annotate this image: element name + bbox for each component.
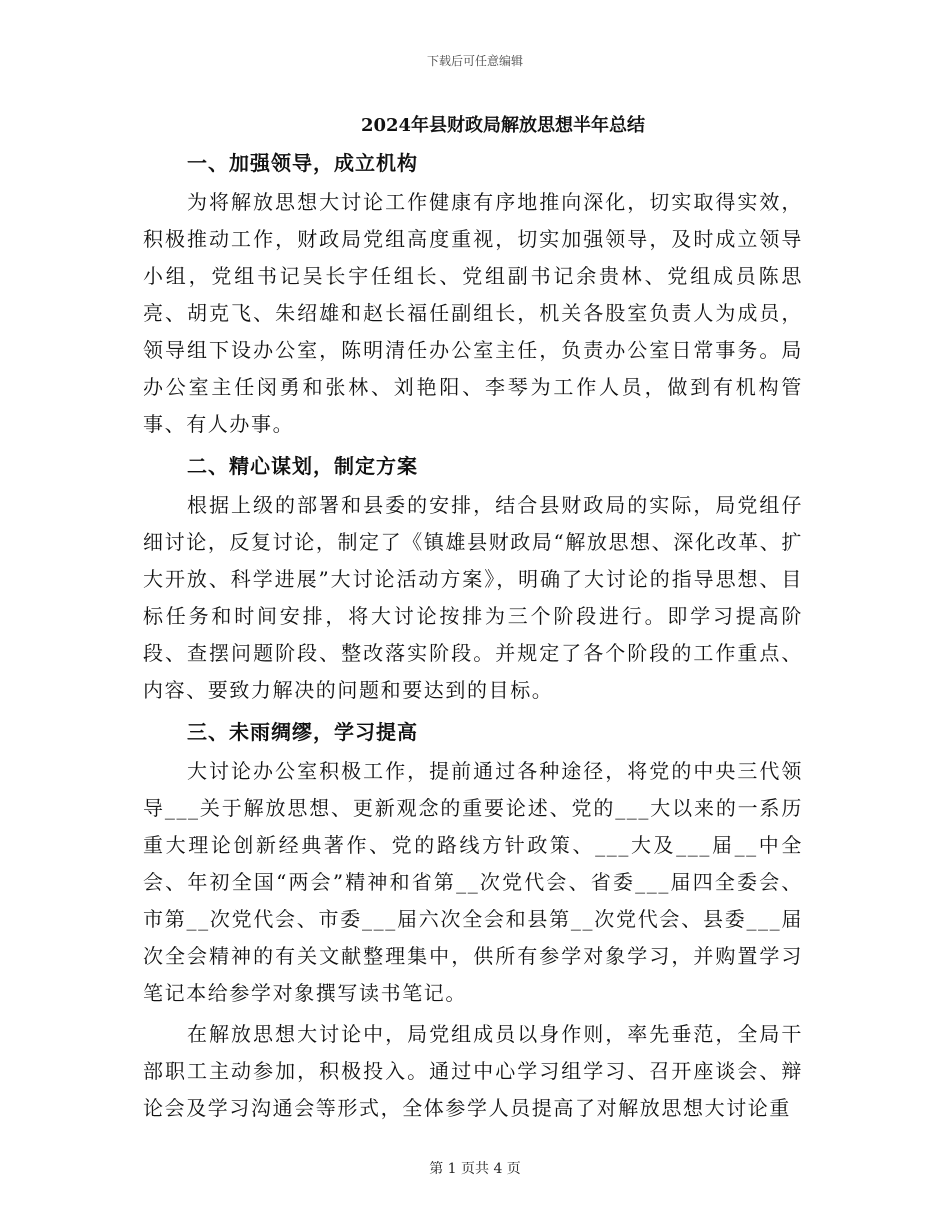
section-heading: 一、加强领导，成立机构 <box>187 151 418 175</box>
paragraph: 根据上级的部署和县委的安排，结合县财政局的实际，局党组仔细讨论，反复讨论，制定了《镇雄县财政局“解放思想、深化改革、扩大开放、科学进展”大讨论活动方案》，明确了大讨论的指导思想、目标任务和时间安排，将大讨论按排为三个阶段进行。即学习提高阶段、查摆问题阶段、整改落实阶段。并规定了各个阶段的工作重点、内容、要致力解决的问题和要达到的目标。 <box>143 493 803 702</box>
section-3 <box>143 715 803 1127</box>
paragraph: 在解放思想大讨论中，局党组成员以身作则，率先垂范，全局干部职工主动参加，积极投入。通过中心学习组学习、召开座谈会、辩论会及学习沟通会等形式，全体参学人员提高了对解放思想大讨论重 <box>143 1022 803 1120</box>
section-1 <box>143 146 803 443</box>
paragraph: 为将解放思想大讨论工作健康有序地推向深化，切实取得实效，积极推动工作，财政局党组高度重视，切实加强领导，及时成立领导小组，党组书记吴长宇任组长、党组副书记余贵林、党组成员陈思亮、胡克飞、朱绍雄和赵长福任副组长，机关各股室负责人为成员，领导组下设办公室，陈明清任办公室主任，负责办公室日常事务。局办公室主任闵勇和张林、刘艳阳、李琴为工作人员，做到有机构管事、有人办事。 <box>143 190 803 436</box>
document-body <box>143 112 803 1131</box>
page-number: 第 1 页共 4 页 <box>429 1161 521 1177</box>
section-heading: 二、精心谋划，制定方案 <box>187 454 418 478</box>
section-2 <box>143 449 803 709</box>
document-title: 2024年县财政局解放思想半年总结 <box>360 115 646 136</box>
section-heading: 三、未雨绸缪，学习提高 <box>187 720 418 744</box>
header-note: 下载后可任意编辑 <box>426 54 523 68</box>
paragraph: 大讨论办公室积极工作，提前通过各种途径，将党的中央三代领导___关于解放思想、更新观念的重要论述、党的___大以来的一系历重大理论创新经典著作、党的路线方针政策、___大及___届__中全会、年初全国“两会”精神和省第__次党代会、省委___届四全委会、市第__次党代会、市委___届六次全会和县第__次党代会、县委___届次全会精神的有关文献整理集中，供所有参学对象学习，并购置学习笔记本给参学对象撰写读书笔记。 <box>143 759 803 1005</box>
